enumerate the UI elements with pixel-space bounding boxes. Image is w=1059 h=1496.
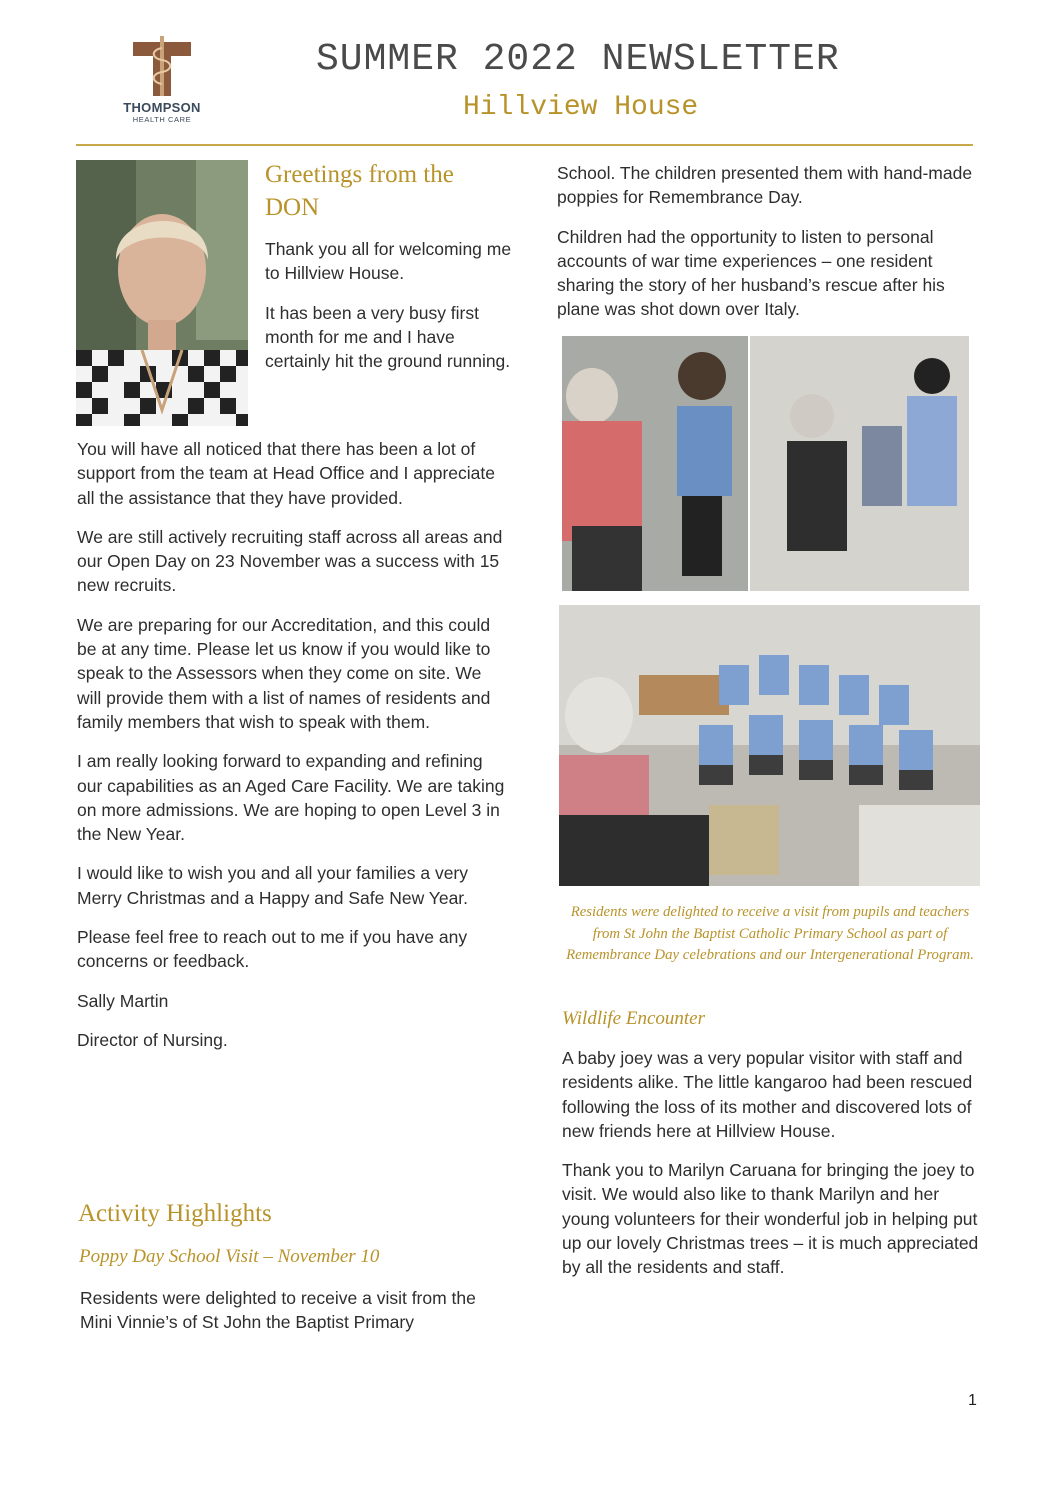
- signature-name: Sally Martin: [77, 990, 169, 1011]
- photo-caption: Residents were delighted to receive a visit from pupils and teachers from St John the Baptist Catholic Primary School as part of Remembrance Day celebrations and our Intergenerational Program.: [566, 904, 974, 963]
- body-paragraph: We are preparing for our Accreditation, and this could be at any time. Please let us know if you would like to speak to the Assessors when they come on site. We will provide them with a list of names of residents and family members that wish to speak with them.: [77, 614, 491, 732]
- logo-name: THOMPSON: [123, 100, 201, 115]
- body-paragraph: I would like to wish you and all your families a very Merry Christmas and a Happy and Safe New Year.: [77, 863, 469, 908]
- activity-heading: Activity Highlights: [78, 1200, 272, 1227]
- signature-title: Director of Nursing.: [77, 1029, 228, 1050]
- poppy-day-continued: [557, 161, 977, 337]
- logo-t-icon: [131, 36, 193, 98]
- newsletter-subtitle: Hillview House: [463, 92, 699, 123]
- body-paragraph: A baby joey was a very popular visitor with staff and residents alike. The little kangaroo had been rescued following the loss of its mother and discovered lots of new friends here at Hillview House.: [562, 1048, 973, 1141]
- greeting-body: [77, 437, 509, 1067]
- poppy-day-text: Residents were delighted to receive a visit from the Mini Vinnie’s of St John the Baptist Primary: [80, 1288, 476, 1333]
- poppy-day-heading: Poppy Day School Visit – November 10: [79, 1246, 380, 1267]
- thompson-logo: [112, 36, 212, 136]
- greeting-heading: [265, 158, 505, 224]
- header-divider: [76, 144, 973, 146]
- body-paragraph: Please feel free to reach out to me if you have any concerns or feedback.: [77, 927, 468, 972]
- school-visit-photo-collage: [562, 336, 969, 591]
- wildlife-body: [562, 1046, 980, 1295]
- body-paragraph: School. The children presented them with hand-made poppies for Remembrance Day.: [557, 163, 973, 208]
- greeting-heading-line1: Greetings from the: [265, 161, 454, 188]
- body-paragraph: I am really looking forward to expanding and refining our capabilities as an Aged Care Facility. We are taking on more admissions. We are hoping to open Level 3 in the New Year.: [77, 751, 505, 845]
- greeting-heading-line2: DON: [265, 194, 320, 221]
- intro-paragraph: Thank you all for welcoming me to Hillview House.: [265, 239, 512, 284]
- director-portrait: [76, 160, 248, 426]
- wildlife-heading: Wildlife Encounter: [562, 1008, 706, 1029]
- body-paragraph: Thank you to Marilyn Caruana for bringing the joey to visit. We would also like to thank Marilyn and her young volunteers for their wonderful job in helping put up our lovely Christmas trees – it is much appreciated by all the residents and staff.: [562, 1160, 979, 1278]
- page-number: 1: [968, 1392, 977, 1409]
- newsletter-title: SUMMER 2022 NEWSLETTER: [316, 38, 840, 81]
- body-paragraph: Children had the opportunity to listen to personal accounts of war time experiences – one resident sharing the story of her husband’s rescue after his plane was shot down over Italy.: [557, 226, 945, 320]
- intro-paragraph: It has been a very busy first month for me and I have certainly hit the ground running.: [265, 302, 511, 372]
- body-paragraph: We are still actively recruiting staff across all areas and our Open Day on 23 November was a success with 15 new recruits.: [77, 526, 503, 596]
- body-paragraph: You will have all noticed that there has been a lot of support from the team at Head Office and I appreciate all the assistance that they have provided.: [77, 439, 495, 508]
- logo-subtitle: HEALTH CARE: [132, 115, 192, 124]
- greeting-intro: [265, 237, 515, 388]
- school-group-photo: [559, 605, 980, 886]
